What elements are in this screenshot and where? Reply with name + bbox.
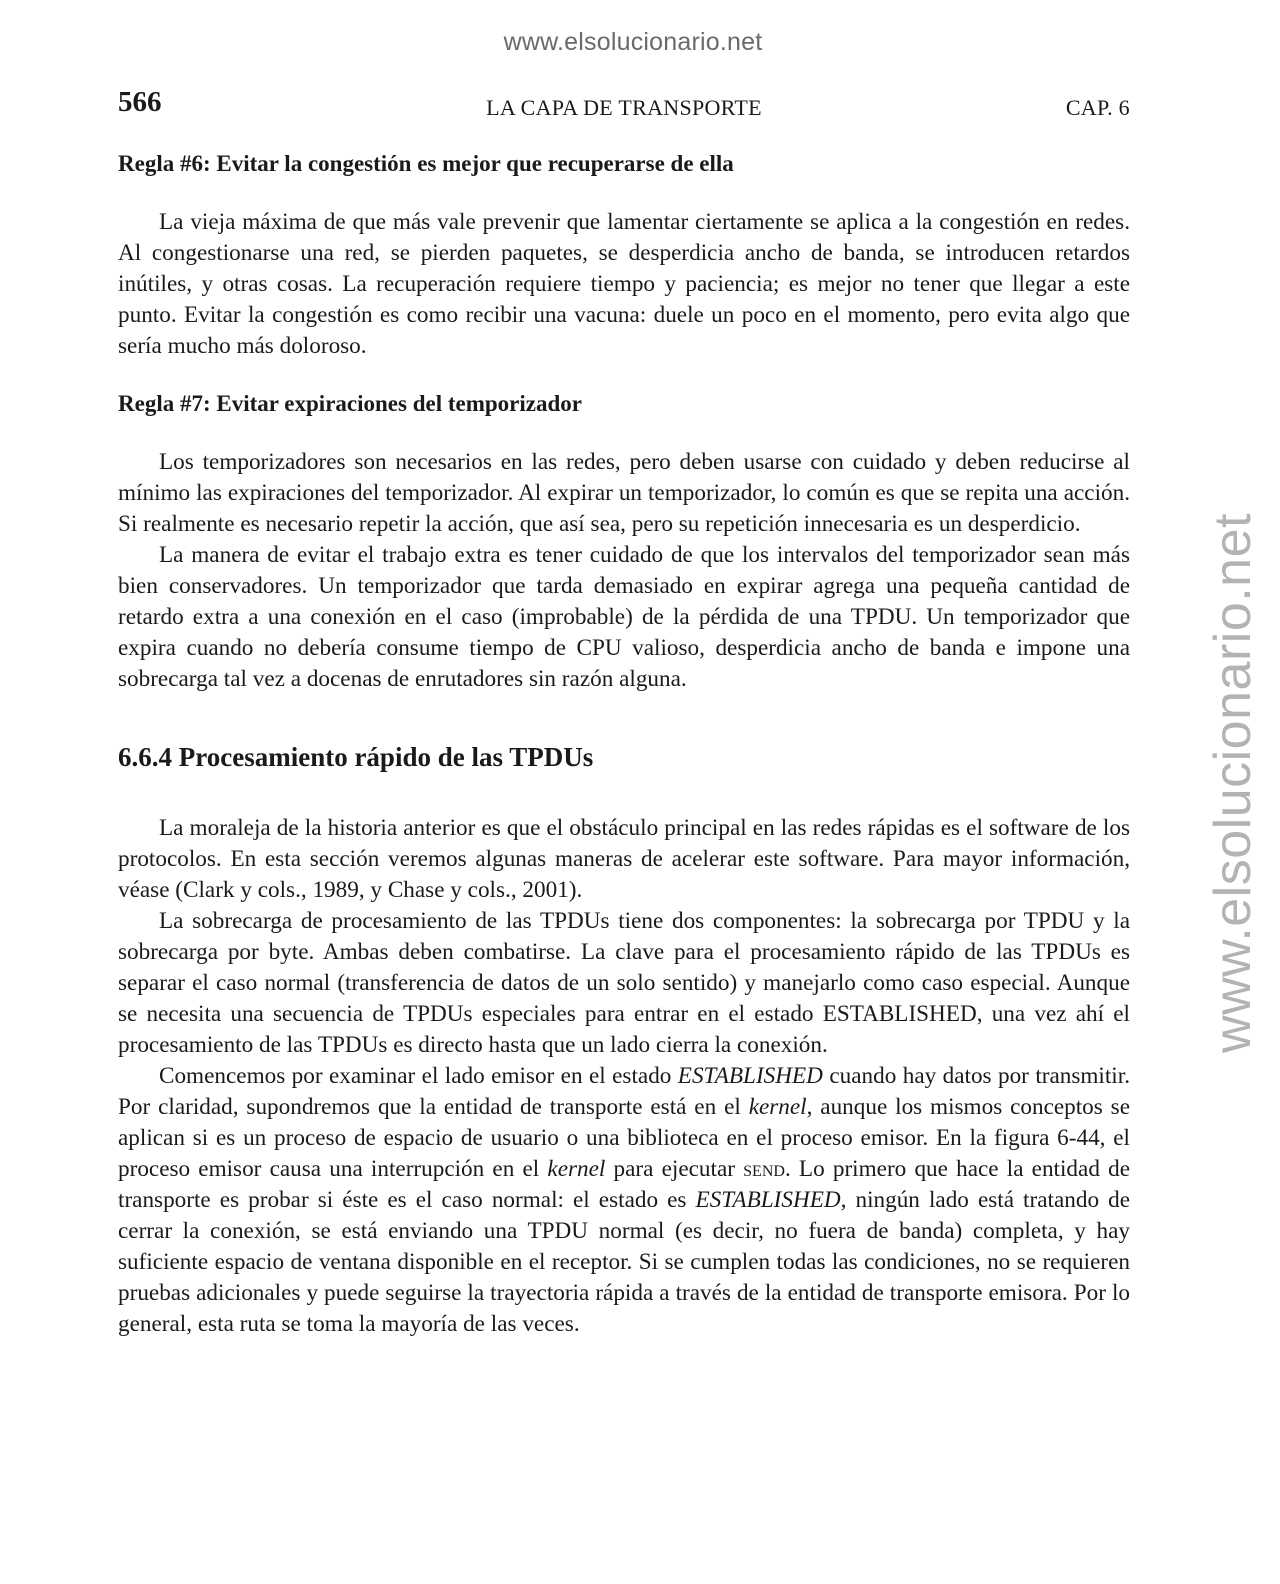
watermark-side: www.elsolucionario.net bbox=[1204, 513, 1262, 1053]
chapter-label: CAP. 6 bbox=[1065, 95, 1130, 120]
rule-6-paragraph: La vieja máxima de que más vale prevenir que lamentar ciertamente se aplica a la congestión en redes. Al congestionarse una red, se pierden paquetes, se desperdicia ancho de banda, se introducen retardos inútiles, y otras cosas. La recuperación requiere tiempo y paciencia; es mejor no tener que llegar a este punto. Evitar la congestión es como recibir una vacuna: duele un poco en el momento, pero evita algo que sería mucho más doloroso. bbox=[118, 209, 1130, 359]
watermark-top: www.elsolucionario.net bbox=[503, 28, 763, 56]
page-body bbox=[118, 148, 1130, 1340]
text-run: , aunque los mismos conceptos se aplican si es un proceso de espacio de usuario o una biblioteca en el proceso emisor. En la figura 6-44, el proceso emisor causa una interrupción en el bbox=[118, 1094, 1130, 1182]
text-run: para ejecutar bbox=[605, 1156, 744, 1182]
text-run: . Lo primero que hace la entidad de transporte es probar si éste es el caso normal: el estado es bbox=[118, 1156, 1130, 1213]
rule-6-heading: Regla #6: Evitar la congestión es mejor que recuperarse de ella bbox=[118, 151, 734, 176]
section-paragraph-3 bbox=[118, 1061, 1130, 1340]
italic-term: ESTABLISHED bbox=[695, 1187, 841, 1213]
running-title: LA CAPA DE TRANSPORTE bbox=[486, 95, 762, 120]
page-header bbox=[118, 86, 1130, 126]
text-run: cuando hay datos por transmitir. Por claridad, supondremos que la entidad de transporte está en el bbox=[118, 1063, 1130, 1120]
section-heading: 6.6.4 Procesamiento rápido de las TPDUs bbox=[118, 742, 594, 772]
rule-7-paragraph-1: Los temporizadores son necesarios en las redes, pero deben usarse con cuidado y deben reducirse al mínimo las expiraciones del temporizador. Al expirar un temporizador, lo común es que se repita una acción. Si realmente es necesario repetir la acción, que así sea, pero su repetición innecesaria es un desperdicio. bbox=[118, 449, 1130, 537]
text-run: Comencemos por examinar el lado emisor en el estado bbox=[159, 1063, 678, 1089]
rule-7-heading: Regla #7: Evitar expiraciones del temporizador bbox=[118, 391, 582, 416]
text-run: , ningún lado está tratando de cerrar la conexión, se está enviando una TPDU normal (es decir, no fuera de banda) completa, y hay suficiente espacio de ventana disponible en el receptor. Si se cumplen todas las condiciones, no se requieren pruebas adicionales y puede seguirse la trayectoria rápida a través de la entidad de transporte emisora. Por lo general, esta ruta se toma la mayoría de las veces. bbox=[118, 1187, 1130, 1337]
italic-term: kernel bbox=[748, 1094, 807, 1120]
small-caps-term: send bbox=[743, 1156, 785, 1182]
italic-term: ESTABLISHED bbox=[677, 1063, 823, 1089]
italic-term: kernel bbox=[547, 1156, 606, 1182]
page-number: 566 bbox=[118, 86, 162, 118]
section-paragraph-1: La moraleja de la historia anterior es que el obstáculo principal en las redes rápidas es el software de los protocolos. En esta sección veremos algunas maneras de acelerar este software. Para mayor información, véase (Clark y cols., 1989, y Chase y cols., 2001). bbox=[118, 815, 1130, 903]
rule-7-paragraph-2: La manera de evitar el trabajo extra es tener cuidado de que los intervalos del temporizador sean más bien conservadores. Un temporizador que tarda demasiado en expirar agrega una pequeña cantidad de retardo extra a una conexión en el caso (improbable) de la pérdida de una TPDU. Un temporizador que expira cuando no debería consume tiempo de CPU valioso, desperdicia ancho de banda e impone una sobrecarga tal vez a docenas de enrutadores sin razón alguna. bbox=[118, 542, 1130, 692]
section-paragraph-2: La sobrecarga de procesamiento de las TPDUs tiene dos componentes: la sobrecarga por TPDU y la sobrecarga por byte. Ambas deben combatirse. La clave para el procesamiento rápido de las TPDUs es separar el caso normal (transferencia de datos de un solo sentido) y manejarlo como caso especial. Aunque se necesita una secuencia de TPDUs especiales para entrar en el estado ESTABLISHED, una vez ahí el procesamiento de las TPDUs es directo hasta que un lado cierra la conexión. bbox=[118, 908, 1130, 1058]
